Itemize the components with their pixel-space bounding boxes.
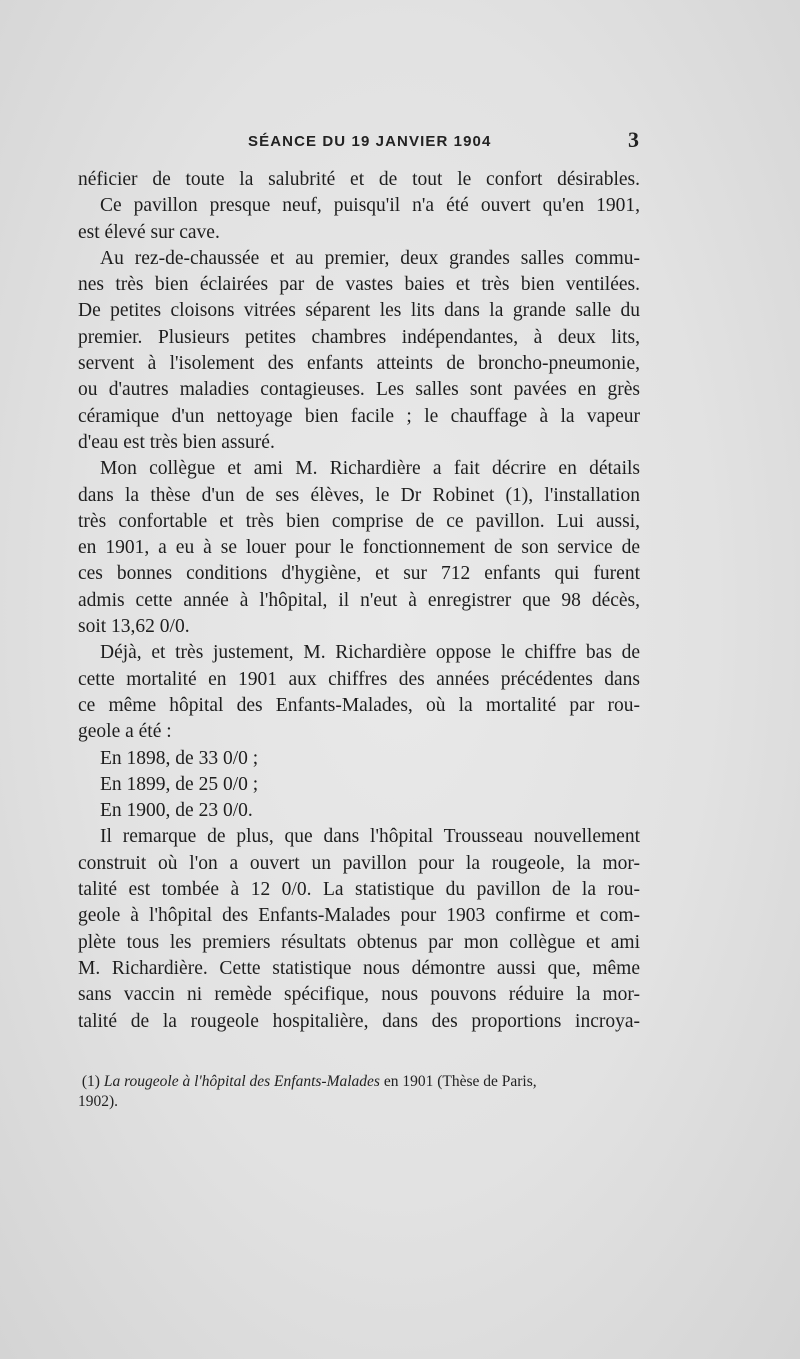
text-line: geole à l'hôpital des Enfants-Malades pour 1903 confirme et com- (78, 905, 640, 927)
text-line: nes très bien éclairées par de vastes baies et très bien ventilées. (78, 274, 640, 296)
text-line: cette mortalité en 1901 aux chiffres des années précédentes dans (78, 668, 640, 690)
text-line: Déjà, et très justement, M. Richardière oppose le chiffre bas de (100, 642, 640, 664)
text-line: En 1898, de 33 0/0 ; (100, 747, 259, 769)
text-line: en 1901, a eu à se louer pour le fonctionnement de son service de (78, 537, 640, 559)
text-line: Au rez-de-chaussée et au premier, deux grandes salles commu- (100, 247, 640, 269)
text-line: céramique d'un nettoyage bien facile ; le chauffage à la vapeur (78, 405, 640, 427)
text-line: En 1899, de 25 0/0 ; (100, 773, 259, 795)
footnote-marker: (1) (81, 1073, 100, 1090)
text-line: De petites cloisons vitrées séparent les lits dans la grande salle du (78, 300, 640, 322)
text-line: est élevé sur cave. (78, 221, 220, 243)
text-line: ces bonnes conditions d'hygiène, et sur 712 enfants qui furent (78, 563, 640, 585)
page-header (60, 127, 660, 159)
footnote-detail: en 1901 (Thèse de Paris, (383, 1073, 537, 1090)
text-line: talité est tombée à 12 0/0. La statistique du pavillon de la rou- (78, 879, 640, 901)
footnote-line (78, 1072, 640, 1092)
text-line: ou d'autres maladies contagieuses. Les salles sont pavées en grès (78, 379, 640, 401)
text-line: sans vaccin ni remède spécifique, nous pouvons réduire la mor- (78, 984, 640, 1006)
text-line: geole a été : (78, 721, 172, 743)
text-line: soit 13,62 0/0. (78, 616, 190, 638)
running-title: SÉANCE DU 19 JANVIER 1904 (248, 133, 492, 150)
text-line: premier. Plusieurs petites chambres indépendantes, à deux lits, (78, 326, 640, 348)
text-line: Il remarque de plus, que dans l'hôpital Trousseau nouvellement (100, 826, 640, 848)
footnote-line-2: 1902). (78, 1093, 119, 1110)
text-line: En 1900, de 23 0/0. (100, 800, 253, 822)
footnote-title: La rougeole à l'hôpital des Enfants-Malades (103, 1073, 380, 1090)
text-line: servent à l'isolement des enfants atteints de broncho-pneumonie, (78, 353, 640, 375)
body-text (78, 167, 640, 1035)
text-line: d'eau est très bien assuré. (78, 431, 275, 453)
text-line: plète tous les premiers résultats obtenus par mon collègue et ami (78, 931, 640, 953)
footnote (78, 1072, 640, 1112)
text-line: ce même hôpital des Enfants-Malades, où la mortalité par rou- (78, 694, 640, 716)
text-line: dans la thèse d'un de ses élèves, le Dr Robinet (1), l'installation (78, 484, 640, 506)
text-line: Ce pavillon presque neuf, puisqu'il n'a été ouvert qu'en 1901, (100, 195, 640, 217)
page-number: 3 (628, 127, 639, 152)
text-line: talité de la rougeole hospitalière, dans des proportions incroya- (78, 1010, 640, 1032)
text-line: admis cette année à l'hôpital, il n'eut à enregistrer que 98 décès, (78, 589, 640, 611)
text-line: néficier de toute la salubrité et de tout le confort désirables. (78, 169, 640, 190)
text-line: Mon collègue et ami M. Richardière a fait décrire en détails (100, 458, 640, 480)
text-line: très confortable et très bien comprise de ce pavillon. Lui aussi, (78, 510, 640, 532)
text-line: M. Richardière. Cette statistique nous démontre aussi que, même (78, 957, 640, 979)
text-line: construit où l'on a ouvert un pavillon pour la rougeole, la mor- (78, 852, 640, 874)
